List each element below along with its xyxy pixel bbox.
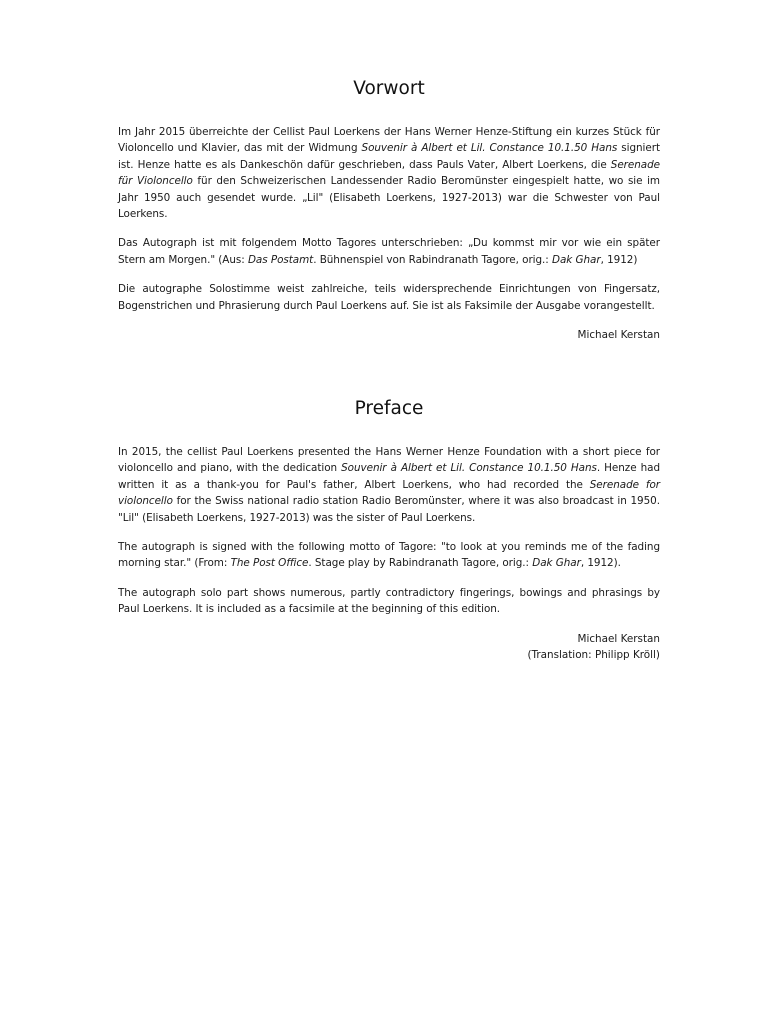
play-title: The Post Office [230, 557, 309, 570]
german-paragraph-2 [118, 235, 660, 268]
serenade-title: Serenade für Violoncello [118, 158, 660, 188]
english-signature: Michael Kerstan [577, 632, 660, 645]
english-paragraph-2 [118, 539, 660, 572]
german-foreword [118, 78, 660, 343]
german-signature-block [118, 327, 660, 343]
german-signature: Michael Kerstan [577, 329, 660, 342]
dedication-text: Souvenir à Albert et Lil. Constance 10.1.50 Hans [341, 462, 597, 475]
text-run: for the Swiss national radio station Radio Beromünster, where it was also broadcast in 1950. "Lil" (Elisabeth Loerkens, 1927-2013) was the sister of Paul Loerkens. [118, 495, 660, 524]
text-run: The autograph is signed with the following motto of Tagore: "to look at you reminds me of the fading morning star." (From: [118, 541, 660, 570]
text-run: , 1912). [580, 557, 621, 570]
german-paragraph-1 [118, 124, 660, 222]
english-preface [118, 398, 660, 663]
text-run: , 1912) [600, 253, 638, 266]
german-heading: Vorwort [353, 78, 425, 99]
text-run: für den Schweizerischen Landessender Radio Beromünster eingespielt hatte, wo sie im Jahr 1950 auch gesendet wurde. „Lil" (Elisabeth Loerkens, 1927-2013) war die Schwester von Paul Loerkens. [118, 175, 660, 221]
play-title: Das Postamt [247, 253, 314, 266]
german-paragraph-3: Die autographe Solostimme weist zahlreiche, teils widersprechende Einrichtungen von Fingersatz, Bogenstrichen und Phrasierung durch Paul Loerkens auf. Sie ist als Faksimile der Ausgabe vorangestellt. [118, 283, 660, 312]
text-run: Im Jahr 2015 überreichte der Cellist Paul Loerkens der Hans Werner Henze-Stiftung ein kurzes Stück für Violoncello und Klavier, das mit der Widmung [118, 126, 660, 155]
english-paragraph-1 [118, 444, 660, 526]
text-run: Das Autograph ist mit folgendem Motto Tagores unterschrieben: „Du kommst mir vor wie ein später Stern am Morgen." (Aus: [118, 237, 660, 266]
english-body [118, 444, 660, 663]
text-run: . Stage play by Rabindranath Tagore, orig.: [308, 557, 533, 570]
text-run: . Henze had written it as a thank-you for Paul's father, Albert Loerkens, who had recorded the [118, 462, 660, 491]
text-run: signiert ist. Henze hatte es als Dankeschön dafür geschrieben, dass Pauls Vater, Albert Loerkens, die [118, 142, 660, 171]
text-run: . Bühnenspiel von Rabindranath Tagore, orig.: [313, 253, 553, 266]
translator-credit: (Translation: Philipp Kröll) [527, 649, 660, 662]
english-paragraph-3: The autograph solo part shows numerous, partly contradictory fingerings, bowings and phrasings by Paul Loerkens. It is included as a facsimile at the beginning of this edition. [118, 586, 660, 616]
original-title: Dak Ghar [552, 253, 601, 266]
english-signature-block [118, 631, 660, 664]
german-body [118, 124, 660, 343]
serenade-title: Serenade for violoncello [118, 478, 661, 508]
english-heading: Preface [354, 398, 424, 419]
original-title: Dak Ghar [532, 557, 581, 570]
dedication-text: Souvenir à Albert et Lil. Constance 10.1.50 Hans [361, 142, 618, 155]
text-run: In 2015, the cellist Paul Loerkens presented the Hans Werner Henze Foundation with a short piece for violoncello and piano, with the dedication [118, 446, 660, 475]
